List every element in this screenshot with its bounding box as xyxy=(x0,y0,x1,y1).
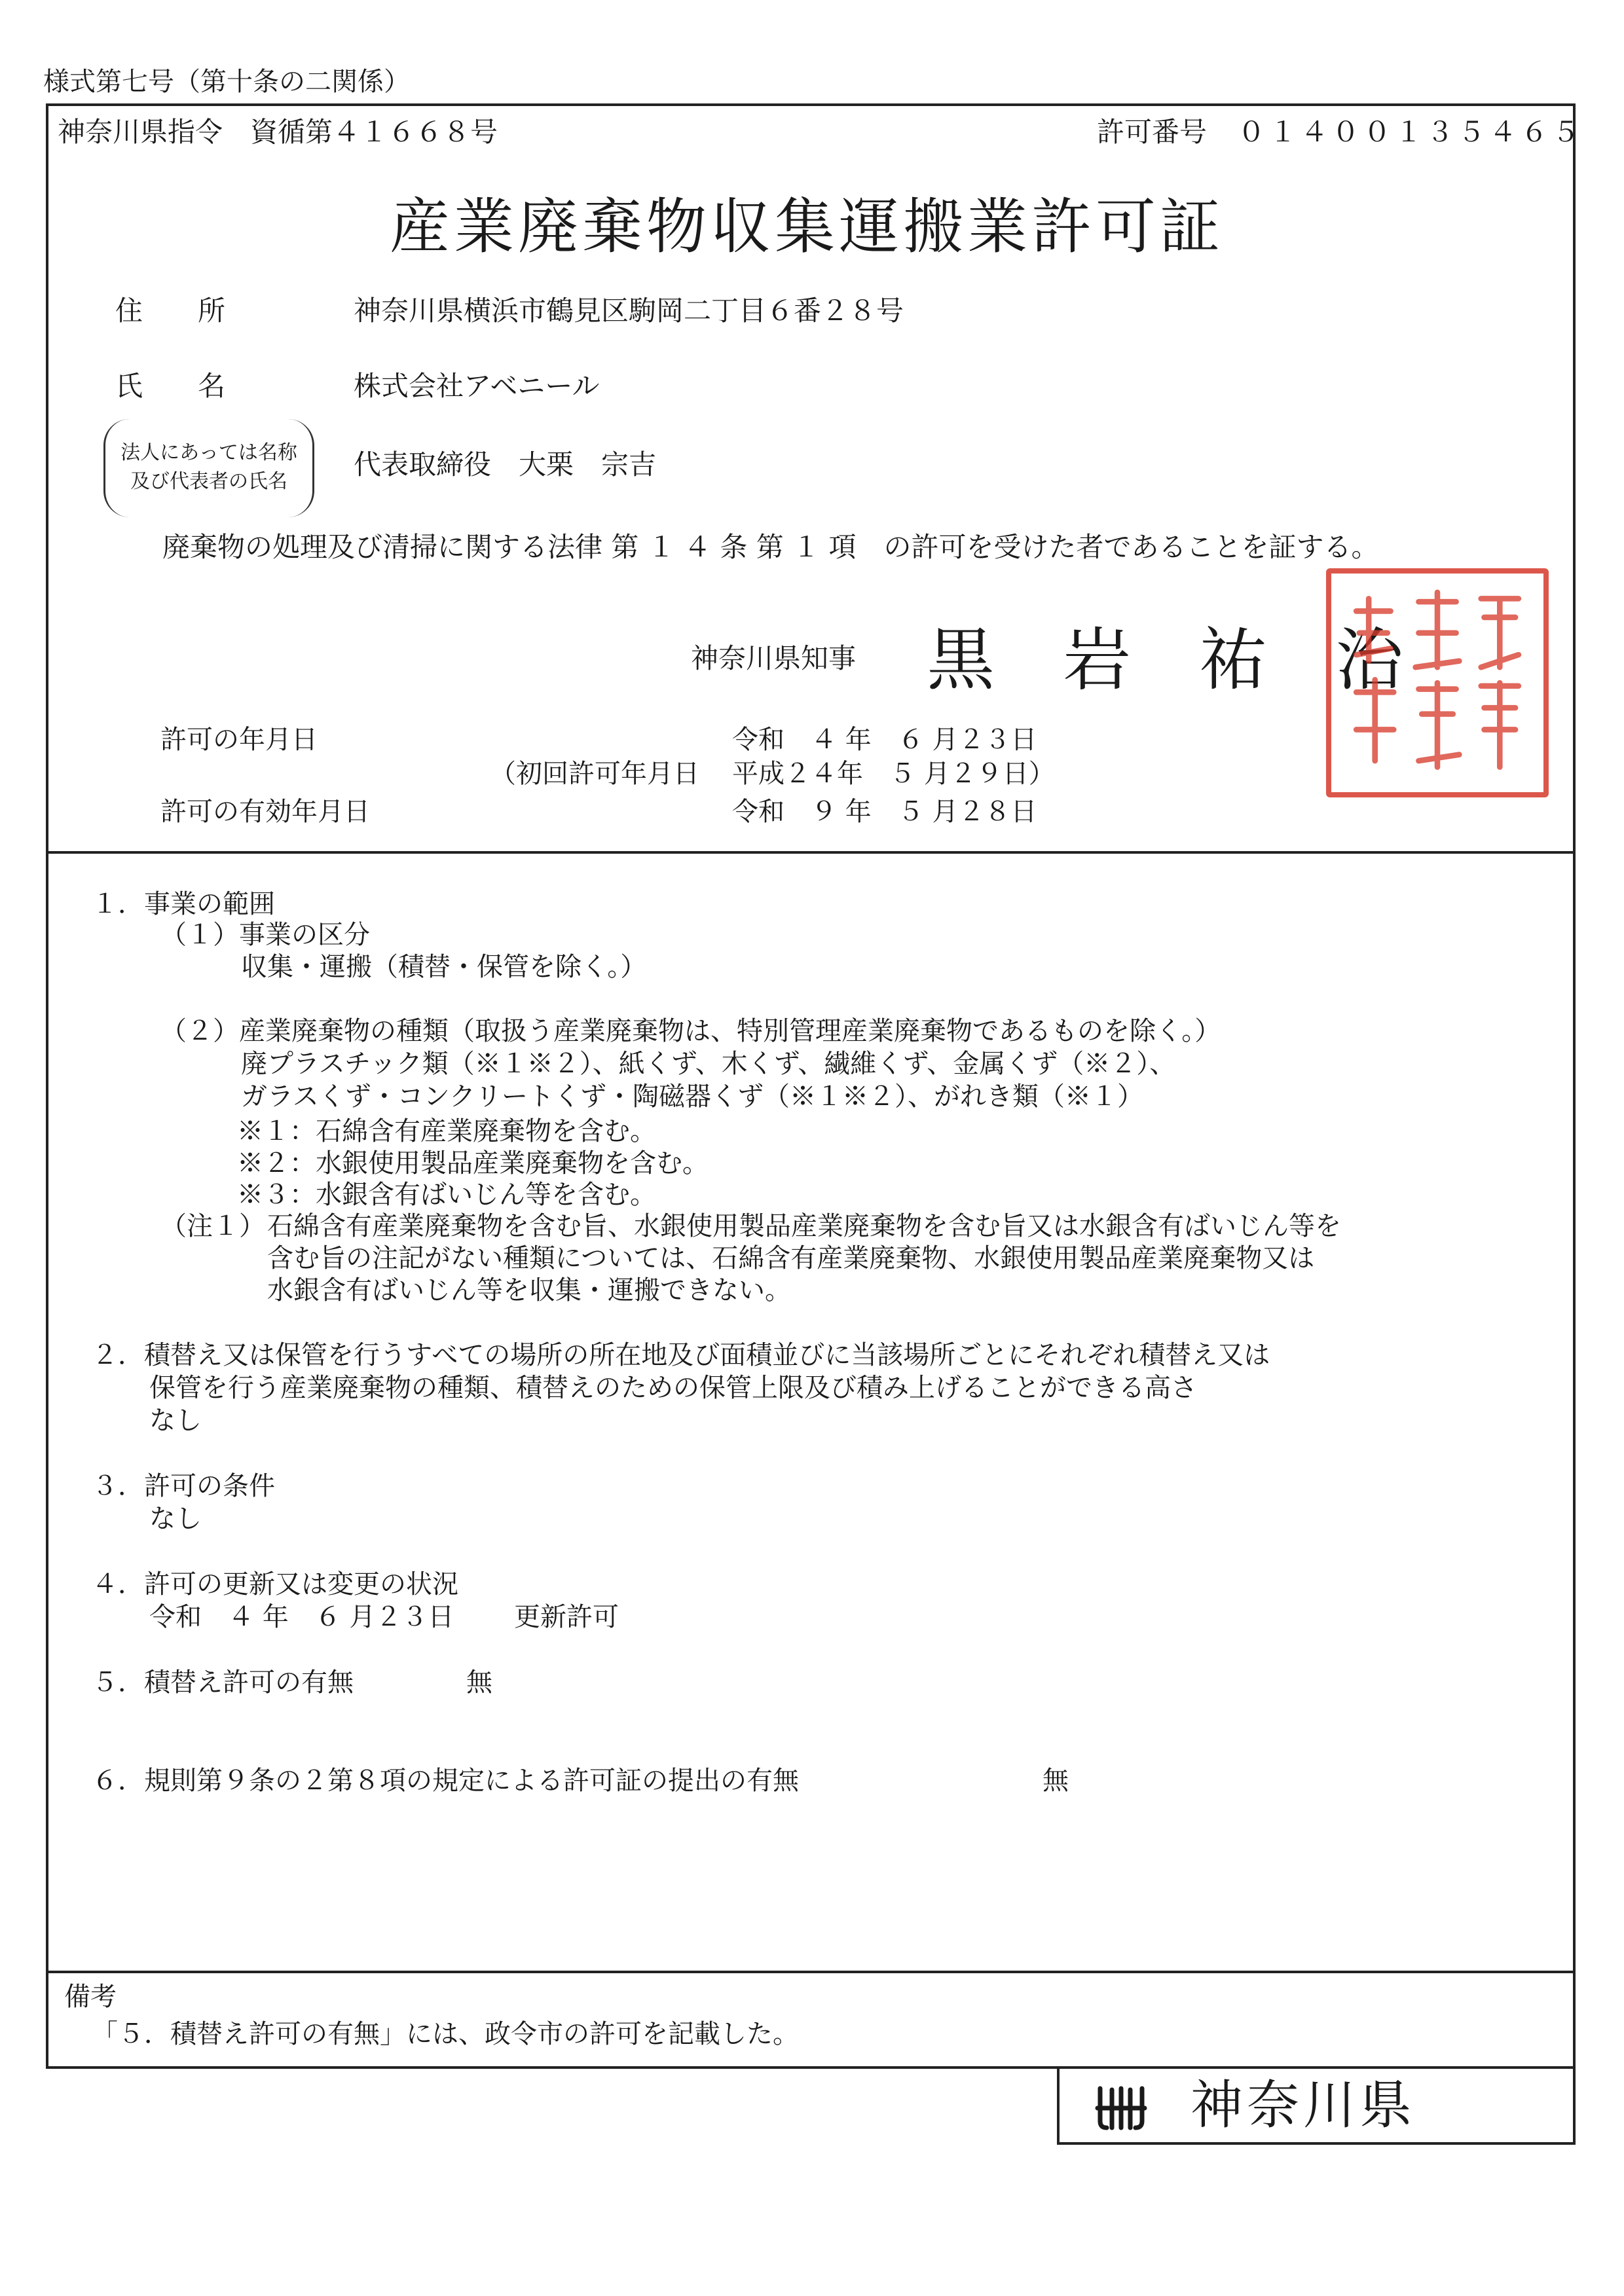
representative-name: 代表取締役 大栗 宗吉 xyxy=(354,448,657,481)
document-title: 産業廃棄物収集運搬業許可証 xyxy=(390,192,1225,262)
section-2-line2: 保管を行う産業廃棄物の種類、積替えのための保管上限及び積み上げることができる高さ xyxy=(149,1373,1197,1403)
valid-until-date: 令和 ９ 年 ５ 月２８日 xyxy=(732,797,1037,827)
issuer-box xyxy=(1057,2069,1576,2145)
permit-number: ０１４００１３５４６５ xyxy=(1238,116,1584,148)
directive-number: 神奈川県指令 資循第４１６６８号 xyxy=(58,116,498,148)
permit-number-label: 許可番号 xyxy=(1097,116,1208,148)
name-label: 氏 名 xyxy=(115,370,226,402)
remark-label: （注１） xyxy=(160,1211,265,1241)
section-2-line1: ２．積替え又は保管を行うすべての場所の所在地及び面積並びに当該場所ごとにそれぞれ積替え又は xyxy=(92,1340,1270,1370)
corporate-note-line2: 及び代表者の氏名 xyxy=(130,470,287,493)
section-2-value: なし xyxy=(149,1406,202,1436)
section-3-title: ３．許可の条件 xyxy=(92,1471,275,1501)
permit-date: 令和 ４ 年 ６ 月２３日 xyxy=(732,725,1037,755)
governor-title: 神奈川県知事 xyxy=(691,642,857,674)
remarks-divider xyxy=(46,1971,1576,1973)
remark-line2: 含む旨の注記がない種類については、石綿含有産業廃棄物、水銀使用製品産業廃棄物又は xyxy=(267,1243,1315,1273)
address-value: 神奈川県横浜市鶴見区駒岡二丁目６番２８号 xyxy=(354,295,904,327)
section-6-value: 無 xyxy=(1043,1766,1069,1796)
initial-date: 平成２４年 ５ 月２９日） xyxy=(732,759,1055,789)
section-1-title: １．事業の範囲 xyxy=(92,889,275,919)
company-name: 株式会社アベニール xyxy=(354,370,600,402)
valid-until-label: 許可の有効年月日 xyxy=(160,797,370,827)
note-asbestos: ※１：石綿含有産業廃棄物を含む。 xyxy=(237,1116,656,1146)
address-label: 住 所 xyxy=(115,295,226,327)
section-4-value: 更新許可 xyxy=(514,1602,619,1632)
permit-date-label: 許可の年月日 xyxy=(160,725,318,755)
certification-text: 廃棄物の処理及び清掃に関する法律 第 １ ４ 条 第 １ 項 の許可を受けた者であることを証する。 xyxy=(162,531,1379,563)
remark-line3: 水銀含有ばいじん等を収集・運搬できない。 xyxy=(267,1275,791,1305)
note-mercury-dust: ※３：水銀含有ばいじん等を含む。 xyxy=(237,1180,656,1210)
initial-date-label: （初回許可年月日 xyxy=(490,759,699,789)
section-5-title: ５．積替え許可の有無 xyxy=(92,1667,354,1698)
section-4-title: ４．許可の更新又は変更の状況 xyxy=(92,1569,458,1599)
note-mercury-products: ※２：水銀使用製品産業廃棄物を含む。 xyxy=(237,1148,709,1178)
waste-types-line2: ガラスくず・コンクリートくず・陶磁器くず（※１※２）、がれき類（※１） xyxy=(241,1082,1143,1112)
issuer-name: 神奈川県 xyxy=(1190,2075,1416,2136)
official-seal xyxy=(1326,568,1549,797)
section-1-2-title: （２）産業廃棄物の種類（取扱う産業廃棄物は、特別管理産業廃棄物であるものを除く。） xyxy=(160,1016,1221,1046)
section-1-1-title: （１）事業の区分 xyxy=(160,920,370,950)
section-1-1-body: 収集・運搬（積替・保管を除く。） xyxy=(241,952,647,982)
section-3-value: なし xyxy=(149,1504,202,1534)
corporate-note xyxy=(103,419,314,517)
seal-artwork xyxy=(1331,574,1543,792)
prefecture-emblem-icon xyxy=(1094,2082,1149,2132)
section-5-value: 無 xyxy=(466,1667,492,1698)
remarks-label: 備考 xyxy=(64,1982,117,2012)
remarks-text: 「５．積替え許可の有無」には、政令市の許可を記載した。 xyxy=(92,2019,799,2049)
corporate-note-line1: 法人にあっては名称 xyxy=(120,441,297,464)
header-divider xyxy=(46,851,1576,854)
remark-line1: 石綿含有産業廃棄物を含む旨、水銀使用製品産業廃棄物を含む旨又は水銀含有ばいじん等を xyxy=(267,1211,1341,1241)
form-label: 様式第七号（第十条の二関係） xyxy=(43,67,410,97)
section-6-title: ６．規則第９条の２第８項の規定による許可証の提出の有無 xyxy=(92,1766,799,1796)
waste-types-line1: 廃プラスチック類（※１※２）、紙くず、木くず、繊維くず、金属くず（※２）、 xyxy=(241,1049,1176,1079)
section-4-date: 令和 ４ 年 ６ 月２３日 xyxy=(149,1602,454,1632)
governor-name: 黒岩祐治 xyxy=(927,620,1472,700)
